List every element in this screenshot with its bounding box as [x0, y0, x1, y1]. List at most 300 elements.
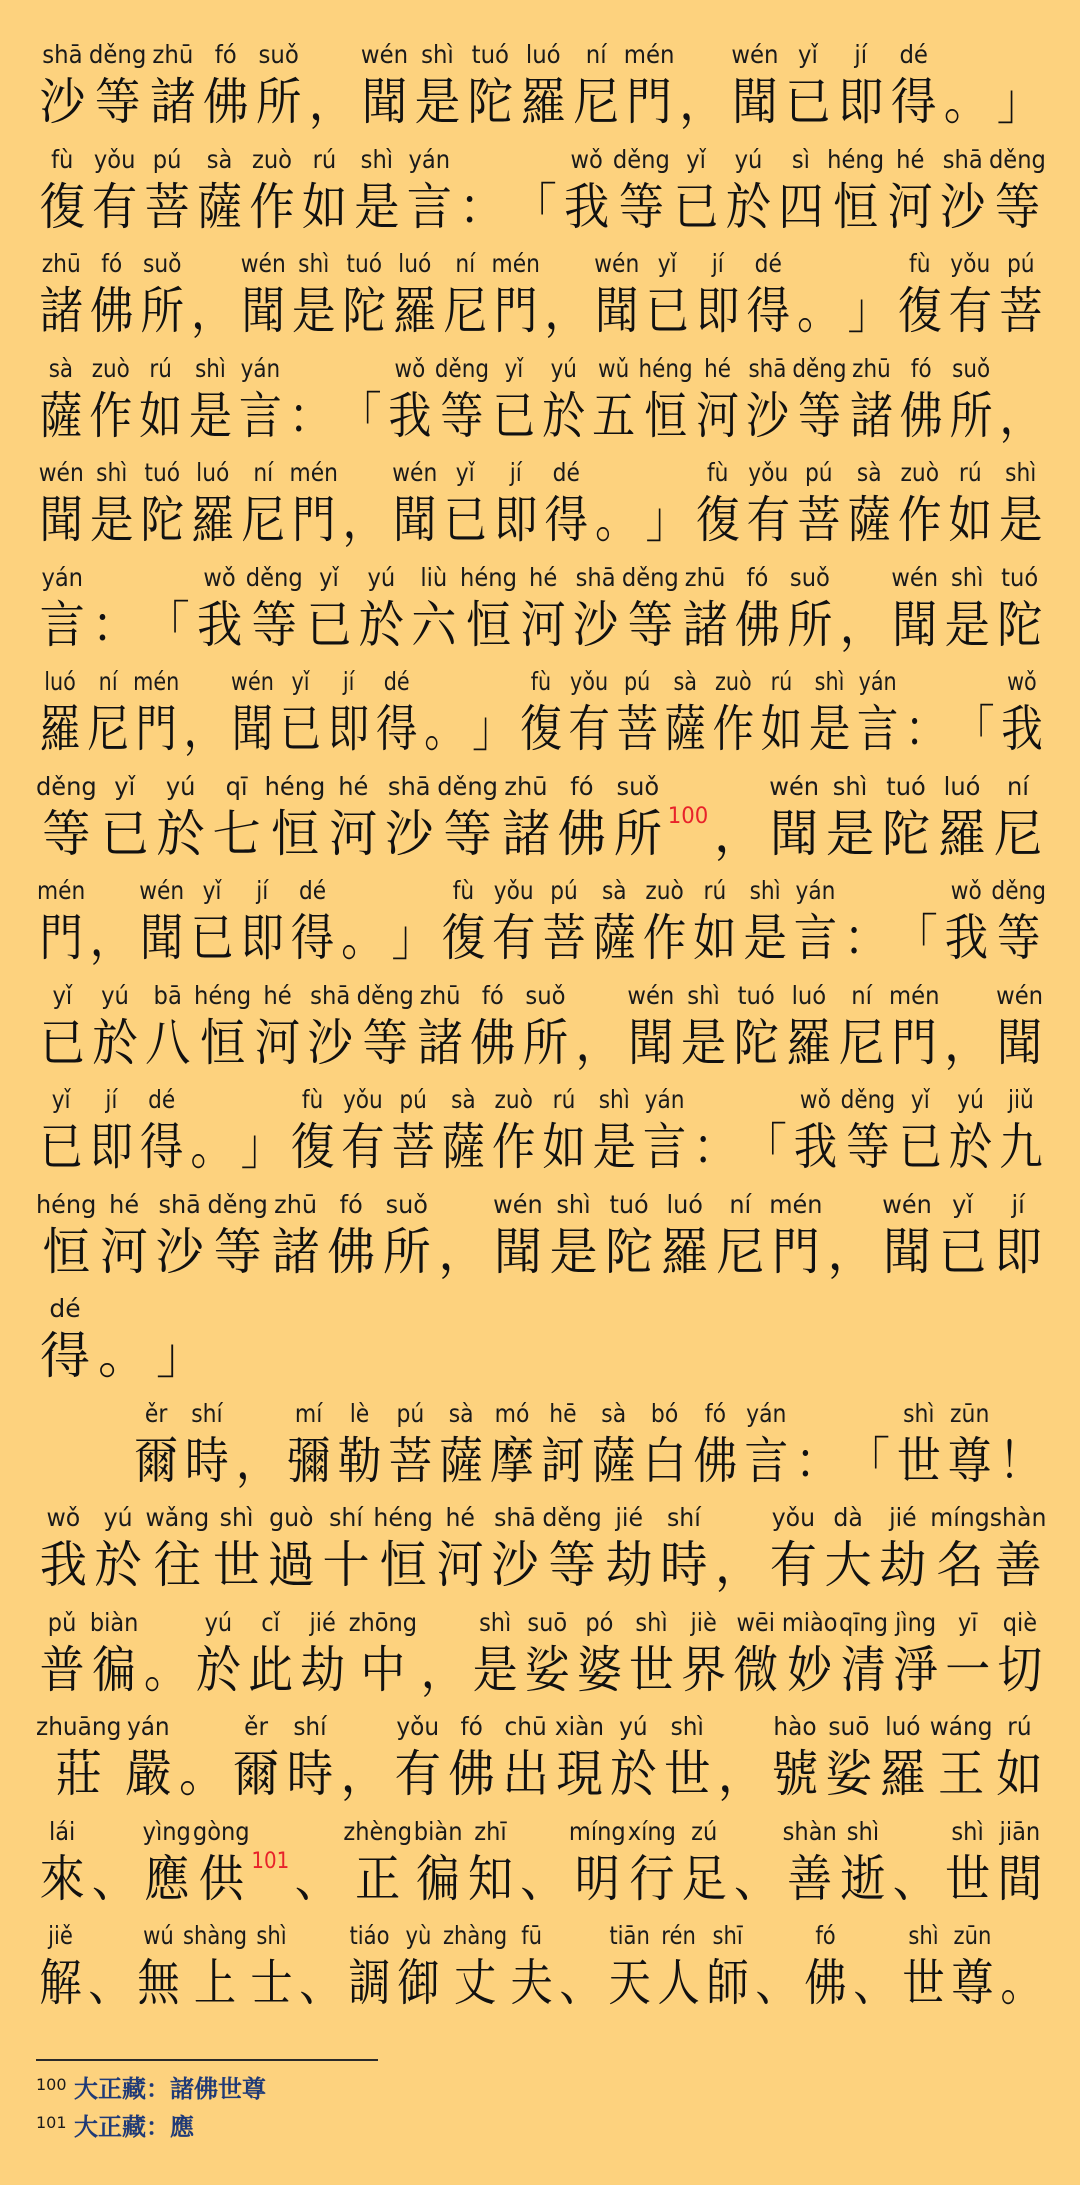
pinyin: fó — [910, 353, 932, 383]
ruby-character — [783, 979, 836, 1073]
ruby-character — [693, 247, 744, 341]
hanzi: 是 — [743, 909, 787, 967]
ruby-character — [622, 561, 679, 655]
hanzi: 於 — [542, 386, 586, 445]
hanzi: 有 — [394, 1745, 442, 1803]
ruby-character — [337, 1710, 391, 1804]
pinyin: wén — [240, 249, 286, 278]
hanzi: 「 — [846, 1431, 890, 1490]
pinyin: hé — [338, 771, 369, 801]
text-line — [36, 1292, 1046, 1397]
hanzi: 聞 — [241, 282, 286, 340]
hanzi: 復 — [39, 177, 85, 236]
hanzi: 已 — [100, 804, 149, 863]
ruby-character — [285, 352, 335, 446]
hanzi: 知 — [467, 1849, 514, 1908]
hanzi: 時 — [660, 1536, 708, 1594]
pinyin: wén — [594, 249, 640, 278]
pinyin: fó — [214, 40, 237, 69]
pinyin: ní — [585, 40, 607, 69]
hanzi: 羅 — [190, 491, 235, 549]
pinyin: shā — [575, 562, 616, 592]
ruby-character — [752, 1919, 801, 2013]
ruby-character — [491, 247, 542, 341]
hanzi: 。 — [796, 282, 841, 340]
pinyin: děng — [991, 876, 1046, 905]
ruby-character — [822, 770, 878, 864]
hanzi: 、 — [520, 1849, 566, 1908]
ruby-character — [993, 979, 1046, 1073]
pinyin: héng — [36, 1189, 97, 1219]
ruby-character — [743, 247, 794, 341]
hanzi: 。 — [943, 73, 990, 131]
ruby-character — [440, 456, 491, 550]
pinyin: shì — [256, 1921, 287, 1950]
ruby-character — [84, 665, 132, 759]
pinyin: yǐ — [910, 1085, 930, 1114]
hanzi: 是 — [825, 804, 875, 863]
hanzi: 復 — [695, 491, 740, 549]
pinyin: yán — [795, 876, 836, 905]
hanzi: 羅 — [879, 1745, 927, 1803]
hanzi: 即 — [837, 73, 884, 131]
ruby-character — [605, 1919, 654, 2013]
pinyin: hé — [704, 353, 732, 383]
hanzi: 復 — [897, 282, 942, 340]
hanzi: 普 — [39, 1640, 85, 1699]
ruby-character — [937, 143, 989, 237]
ruby-character — [36, 979, 89, 1073]
hanzi: 言 — [39, 595, 85, 654]
hanzi: 、 — [299, 1954, 342, 2012]
hanzi: 行 — [629, 1849, 675, 1908]
ruby-character — [94, 1292, 152, 1386]
hanzi: 陀 — [605, 1222, 654, 1281]
ruby-character — [836, 561, 888, 655]
hanzi: ， — [183, 700, 226, 758]
hanzi: 。 — [594, 491, 639, 549]
pinyin: shí — [191, 1398, 223, 1428]
pinyin: héng — [827, 144, 885, 174]
hanzi: 。 — [178, 1745, 226, 1803]
ruby-character — [228, 665, 276, 759]
hanzi: 聞 — [892, 595, 938, 654]
pinyin: luó — [196, 458, 230, 487]
ruby-character — [837, 1815, 889, 1909]
ruby-character — [896, 352, 946, 446]
hanzi: 已 — [190, 909, 234, 967]
hanzi: 聞 — [628, 1013, 674, 1072]
ruby-character — [625, 979, 678, 1073]
hanzi: 、 — [853, 1954, 896, 2012]
ruby-character — [489, 1083, 539, 1177]
ruby-character — [88, 143, 140, 237]
ruby-character — [589, 352, 639, 446]
hanzi: 沙 — [940, 177, 986, 236]
hanzi: 「 — [953, 700, 995, 758]
pinyin: jiě — [48, 1921, 73, 1950]
pinyin: suǒ — [258, 40, 299, 69]
hanzi: 羅 — [660, 1222, 709, 1281]
ruby-character — [541, 247, 592, 341]
pinyin: ní — [253, 458, 274, 487]
pinyin: tuó — [346, 249, 383, 278]
pinyin: héng — [460, 562, 517, 592]
pinyin: mén — [889, 980, 940, 1010]
hanzi: 淨 — [893, 1640, 939, 1699]
text-line — [36, 874, 1046, 979]
hanzi: 徧 — [91, 1640, 137, 1699]
ruby-character — [488, 1501, 543, 1595]
pinyin: shā — [494, 1503, 536, 1532]
ruby-character — [232, 1397, 283, 1491]
ruby-character — [623, 38, 676, 132]
pinyin: shì — [635, 1607, 668, 1637]
ruby-character — [781, 38, 834, 132]
pinyin: mén — [289, 458, 338, 487]
pinyin: wén — [882, 1189, 932, 1219]
ruby-character — [238, 247, 289, 341]
ruby-character — [553, 1710, 607, 1804]
ruby-character — [542, 1501, 601, 1595]
hanzi: 徧 — [415, 1849, 461, 1908]
ruby-character — [592, 456, 643, 550]
hanzi: 薩 — [592, 909, 636, 967]
ruby-character — [661, 665, 709, 759]
hanzi: 已 — [492, 386, 536, 445]
ruby-character — [822, 1710, 876, 1804]
hanzi: 陀 — [342, 282, 387, 340]
hanzi: 恒 — [644, 386, 688, 445]
pinyin: tiáo — [349, 1921, 390, 1950]
ruby-character — [437, 770, 498, 864]
pinyin: yú — [367, 562, 396, 592]
pinyin: hé — [529, 562, 558, 592]
pinyin: pó — [585, 1607, 614, 1637]
hanzi: 已 — [898, 1118, 942, 1176]
pinyin: héng — [373, 1503, 433, 1532]
pinyin: fó — [339, 1189, 363, 1219]
hanzi: 尊 — [947, 1431, 992, 1490]
hanzi: 。 — [143, 1640, 189, 1699]
pinyin: jiè — [690, 1607, 717, 1637]
ruby-character — [876, 1710, 930, 1804]
ruby-character — [827, 143, 884, 237]
ruby-character — [935, 1188, 991, 1282]
hanzi: ， — [715, 1536, 763, 1594]
hanzi: 菩 — [796, 491, 841, 549]
ruby-character — [572, 979, 625, 1073]
hanzi: 沙 — [307, 1013, 353, 1072]
pinyin: fó — [570, 771, 594, 801]
ruby-character — [996, 456, 1046, 550]
ruby-character — [36, 1919, 85, 2013]
ruby-character — [891, 874, 941, 968]
ruby-character — [606, 1710, 660, 1804]
hanzi: 諸 — [39, 282, 84, 340]
hanzi: ， — [89, 909, 134, 967]
pinyin: yìng — [142, 1816, 191, 1846]
hanzi: 羅 — [937, 804, 987, 863]
ruby-character — [193, 143, 245, 237]
pinyin: biàn — [89, 1607, 139, 1637]
pinyin: jí — [854, 40, 868, 69]
hanzi: 已 — [279, 700, 322, 758]
ruby-character — [690, 1083, 740, 1177]
pinyin: děng — [356, 980, 414, 1010]
ruby-character — [601, 1188, 657, 1282]
ruby-character — [131, 1397, 182, 1491]
ruby-character — [730, 1815, 782, 1909]
ruby-character — [940, 38, 993, 132]
hanzi: 尊 — [951, 1954, 994, 2012]
footnote-marker[interactable]: 100 — [667, 803, 709, 829]
hanzi: 現 — [556, 1745, 603, 1803]
hanzi: ： — [459, 177, 505, 236]
hanzi: 作 — [642, 909, 687, 967]
pinyin: yǐ — [657, 249, 677, 278]
hanzi: 、 — [733, 1849, 780, 1908]
ruby-character — [592, 247, 643, 341]
ruby-character — [388, 874, 438, 968]
hanzi: 「 — [894, 909, 938, 967]
ruby-character — [440, 247, 491, 341]
hanzi: 尼 — [241, 491, 286, 549]
ruby-character — [246, 561, 303, 655]
ruby-character — [693, 456, 744, 550]
ruby-character — [136, 352, 186, 446]
hanzi: 爾 — [134, 1431, 179, 1490]
ruby-character — [435, 1188, 491, 1282]
pinyin: yǐ — [952, 1189, 974, 1219]
hanzi: 有 — [948, 282, 993, 340]
pinyin: shī — [712, 1921, 743, 1950]
hanzi: 嚴 — [125, 1745, 172, 1803]
ruby-character — [421, 665, 469, 759]
ruby-character — [626, 1815, 678, 1909]
pinyin: mén — [37, 876, 86, 905]
hanzi: 。 — [98, 1327, 148, 1385]
hanzi: 」 — [645, 491, 690, 549]
hanzi: 世 — [664, 1745, 711, 1803]
ruby-character — [403, 143, 455, 237]
pinyin: zūn — [950, 1398, 990, 1428]
pinyin: shí — [293, 1712, 327, 1741]
pinyin: shì — [687, 980, 720, 1010]
pinyin: shì — [421, 40, 454, 69]
hanzi: 八 — [144, 1013, 191, 1072]
pinyin: wén — [38, 458, 84, 487]
ruby-character — [443, 1919, 507, 2013]
ruby-character — [942, 1606, 994, 1700]
pinyin: mí — [294, 1398, 323, 1428]
hanzi: 沙 — [155, 1222, 204, 1281]
hanzi: 是 — [808, 700, 851, 758]
hanzi: 門 — [39, 909, 83, 967]
ruby-character — [186, 352, 236, 446]
hanzi: 是 — [998, 491, 1043, 549]
ruby-character — [801, 1919, 850, 2013]
hanzi: 娑 — [825, 1745, 873, 1803]
ruby-character — [175, 1710, 229, 1804]
text-line — [36, 1397, 1046, 1502]
pinyin: dé — [754, 249, 782, 278]
ruby-character — [782, 1606, 838, 1700]
ruby-character — [87, 456, 138, 550]
ruby-character — [414, 979, 467, 1073]
pinyin: shàn — [782, 1816, 837, 1846]
hanzi: 已 — [673, 177, 719, 236]
ruby-character — [291, 1815, 343, 1909]
footnote-number: 100 — [36, 2075, 67, 2094]
pinyin: děng — [988, 144, 1046, 174]
hanzi: 等 — [846, 1118, 890, 1176]
pinyin: shí — [329, 1503, 363, 1532]
hanzi: 河 — [436, 1536, 484, 1594]
ruby-character — [36, 874, 86, 968]
ruby-character — [824, 1188, 880, 1282]
hanzi: 是 — [414, 73, 461, 131]
pinyin: zú — [691, 1816, 718, 1846]
pinyin: luó — [943, 771, 981, 801]
text-line — [36, 1501, 1046, 1606]
hanzi: 作 — [492, 1118, 536, 1176]
hanzi: 、 — [91, 1849, 138, 1908]
hanzi: 解 — [39, 1954, 82, 2012]
footnote-item — [36, 2113, 266, 2151]
ruby-character — [850, 1919, 899, 2013]
ruby-character — [556, 1919, 605, 2013]
hanzi: 沙 — [573, 595, 619, 654]
hanzi: 即 — [994, 1222, 1043, 1281]
hanzi: 河 — [100, 1222, 149, 1281]
ruby-character — [741, 1397, 792, 1491]
hanzi: 如 — [760, 700, 803, 758]
hanzi: 「 — [338, 386, 382, 445]
hanzi: 切 — [997, 1640, 1043, 1699]
pinyin: wén — [731, 40, 779, 69]
ruby-character — [854, 665, 902, 759]
hanzi: 善 — [994, 1536, 1042, 1594]
pinyin: yǒu — [950, 249, 991, 278]
hanzi: 門 — [891, 1013, 937, 1072]
pinyin: yú — [619, 1712, 648, 1741]
hanzi: 是 — [189, 386, 232, 445]
pinyin: chū — [504, 1712, 547, 1741]
hanzi: 丈 — [453, 1954, 497, 2012]
ruby-character — [743, 352, 793, 446]
pinyin: héng — [194, 980, 252, 1010]
hanzi: 等 — [797, 386, 841, 445]
ruby-character — [88, 1815, 140, 1909]
ruby-character — [678, 1606, 730, 1700]
ruby-character — [417, 1606, 469, 1700]
ruby-character — [589, 874, 639, 968]
footnote-marker[interactable]: 101 — [251, 1848, 290, 1874]
pinyin: fū — [521, 1921, 543, 1950]
pinyin: mén — [769, 1189, 823, 1219]
pinyin: wǔ — [598, 353, 630, 383]
pinyin: zuò — [91, 353, 130, 383]
hanzi: 。 — [341, 909, 385, 967]
hanzi: 尼 — [838, 1013, 885, 1072]
pinyin: shì — [846, 1816, 880, 1846]
pinyin: yú — [103, 1503, 133, 1532]
hanzi: 我 — [944, 909, 988, 967]
ruby-character — [589, 1083, 639, 1177]
pinyin: děng — [437, 771, 498, 801]
pinyin: shàng — [182, 1921, 248, 1950]
hanzi: 佛 — [327, 1222, 376, 1281]
ruby-character — [521, 1606, 573, 1700]
pinyin: lái — [48, 1816, 76, 1846]
hanzi: 陀 — [733, 1013, 779, 1072]
ruby-character — [740, 1083, 790, 1177]
hanzi: 陀 — [997, 595, 1043, 654]
pinyin: héng — [264, 771, 326, 801]
ruby-character — [930, 1501, 989, 1595]
hanzi: 復 — [520, 700, 562, 758]
hanzi: 有 — [746, 491, 791, 549]
ruby-character — [188, 247, 239, 341]
hanzi: 諸 — [682, 595, 728, 654]
ruby-character — [36, 352, 86, 446]
ruby-character — [602, 1501, 657, 1595]
hanzi: 薩 — [441, 1118, 486, 1176]
hanzi: 」 — [472, 700, 514, 758]
hanzi: 作 — [712, 700, 755, 758]
hanzi: 世 — [212, 1536, 261, 1594]
pinyin: yán — [746, 1398, 787, 1428]
hanzi: 聞 — [39, 491, 84, 549]
pinyin: děng — [612, 144, 670, 174]
hanzi: 羅 — [520, 73, 567, 131]
text-line — [36, 38, 1046, 143]
ruby-character — [140, 1606, 192, 1700]
hanzi: 尼 — [716, 1222, 765, 1281]
ruby-character — [740, 874, 790, 968]
ruby-character — [36, 1292, 94, 1386]
hanzi: 是 — [472, 1640, 518, 1699]
ruby-character — [884, 143, 936, 237]
hanzi: 聞 — [493, 1222, 542, 1281]
pinyin: hé — [263, 980, 292, 1010]
ruby-character — [508, 143, 560, 237]
hanzi: 聞 — [392, 491, 437, 549]
hanzi: 即 — [89, 1118, 134, 1176]
footnote-divider — [36, 2059, 378, 2061]
ruby-character — [141, 561, 193, 655]
hanzi: 明 — [574, 1849, 620, 1908]
text-line — [36, 247, 1046, 352]
hanzi: 即 — [240, 909, 284, 967]
pinyin: děng — [621, 562, 679, 592]
hanzi: 、 — [88, 1954, 131, 2012]
hanzi: 是 — [89, 491, 134, 549]
ruby-character — [385, 352, 435, 446]
hanzi: 一 — [945, 1640, 991, 1699]
hanzi: 所 — [140, 282, 185, 340]
pinyin: yú — [957, 1085, 984, 1114]
pinyin: zhū — [684, 562, 726, 592]
hanzi: 世 — [902, 1954, 945, 2012]
hanzi: 恒 — [270, 804, 320, 863]
ruby-character — [537, 1397, 588, 1491]
hanzi: 白 — [642, 1431, 687, 1490]
pinyin: jié — [889, 1503, 917, 1532]
hanzi: 、 — [559, 1954, 602, 2012]
pinyin: shì — [598, 1085, 630, 1114]
